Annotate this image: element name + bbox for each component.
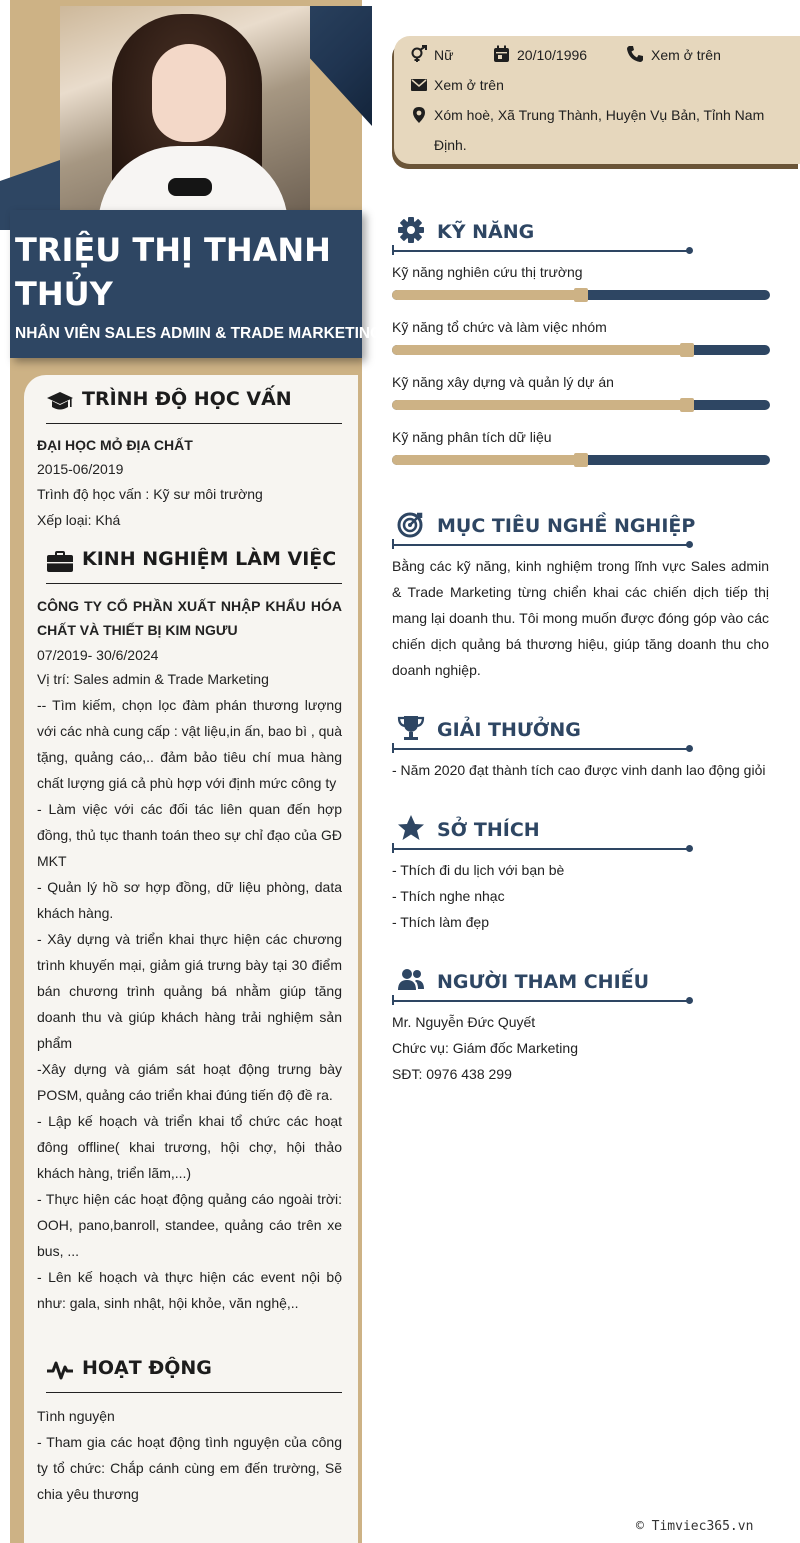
pulse-icon [46,1357,74,1383]
skill-label: Kỹ năng tổ chức và làm việc nhóm [392,319,607,335]
skill-bar-fill [392,345,687,355]
skill-bar-fill [392,400,687,410]
hobby-item: - Thích đi du lịch với bạn bè [392,862,565,878]
location-icon [410,106,428,124]
candidate-name [15,228,345,316]
objective-header [392,506,696,546]
name-line-1: TRIỆU THỊ THANH [15,231,331,269]
award-item: - Năm 2020 đạt thành tích cao được vinh danh lao động giỏi [392,762,766,778]
hobby-item: - Thích làm đẹp [392,914,490,930]
briefcase-icon [46,548,74,574]
reference-name: Mr. Nguyễn Đức Quyết [392,1014,536,1030]
star-icon [396,814,426,842]
mail-icon [410,76,428,94]
skills-title: KỸ NĂNG [437,221,535,243]
experience-duties [37,692,342,1316]
experience-title: KINH NGHIỆM LÀM VIỆC [82,548,337,570]
email-value: Xem ở trên [434,77,504,93]
phone-value: Xem ở trên [651,47,721,63]
users-icon [396,966,426,994]
skill-level-marker [680,343,694,357]
target-icon [396,510,426,538]
gender-value: Nữ [434,47,454,63]
activities-title: HOẠT ĐỘNG [82,1357,212,1379]
education-period: 2015-06/2019 [37,461,124,477]
duty-item: - Thực hiện các hoạt động quảng cáo ngoài trời: OOH, pano,banroll, standee, quảng cáo trên xe bus, ... [37,1191,342,1259]
skill-level-marker [574,288,588,302]
skill-level-marker [680,398,694,412]
references-title: NGƯỜI THAM CHIẾU [437,971,650,993]
experience-period: 07/2019- 30/6/2024 [37,647,159,663]
activity-detail: - Tham gia các hoạt động tình nguyện của công ty tổ chức: Chắp cánh cùng em đến trường, Sẽ chia yêu thương [37,1434,342,1502]
skill-label: Kỹ năng xây dựng và quản lý dự án [392,374,614,390]
name-line-2: THỦY [15,275,113,313]
address-line-1: Xóm hoè, Xã Trung Thành, Huyện Vụ Bản, Tỉnh Nam [434,107,765,123]
skill-bar [392,400,770,410]
skill-bar-fill [392,455,581,465]
skill-label: Kỹ năng phân tích dữ liệu [392,429,552,445]
education-title: TRÌNH ĐỘ HỌC VẤN [82,388,292,410]
job-title: NHÂN VIÊN SALES ADMIN & TRADE MARKETING [15,325,383,342]
duty-item: - Làm việc với các đối tác liên quan đến hợp đồng, thủ tục thanh toán theo sự chỉ đạo của GĐ MKT [37,801,342,869]
skill-bar [392,290,770,300]
calendar-icon [493,45,511,63]
hobby-item: - Thích nghe nhạc [392,888,505,904]
school-name: ĐẠI HỌC MỎ ĐỊA CHẤT [37,437,193,453]
experience-position: Vị trí: Sales admin & Trade Marketing [37,671,269,687]
duty-item: - Lên kế hoạch và thực hiện các event nội bộ như: gala, sinh nhật, hội khỏe, văn nghệ,.. [37,1269,342,1311]
duty-item: - Lập kế hoạch và triển khai tổ chức các hoạt đông offline( khai trương, hội chợ, hội thảo khách hàng, triển lãm,...) [37,1113,342,1181]
skill-label: Kỹ năng nghiên cứu thị trường [392,264,583,280]
awards-title: GIẢI THƯỞNG [437,719,581,741]
company-name: CÔNG TY CỔ PHẦN XUẤT NHẬP KHẨU HÓA CHẤT VÀ THIẾT BỊ KIM NGƯU [37,598,342,638]
skill-level-marker [574,453,588,467]
copyright-footer: © Timviec365.vn [636,1519,754,1534]
hobbies-title: SỞ THÍCH [437,819,540,841]
skills-header [392,212,692,252]
education-grade: Xếp loại: Khá [37,512,121,528]
phone-icon [626,45,644,63]
graduation-cap-icon [46,388,74,414]
skill-bar [392,345,770,355]
address-line-2: Định. [434,137,467,153]
profile-photo [60,6,310,211]
birthday-value: 20/10/1996 [517,47,588,63]
duty-item: - Xây dựng và triển khai thực hiện các chương trình khuyến mại, giảm giá trưng bày tại 30 điểm bán chương trình quảng bá nhằm giúp tăng doanh thu và giúp khách hàng trải nghiệm sản phẩm [37,931,342,1051]
skill-bar-fill [392,290,581,300]
hobbies-header [392,810,692,850]
reference-role: Chức vụ: Giám đốc Marketing [392,1040,578,1056]
activities-header [46,1345,342,1393]
duty-item: -Xây dựng và giám sát hoạt động trưng bày POSM, quảng cáo triển khai đúng tiến độ đề ra. [37,1061,342,1103]
education-header [46,376,342,424]
duty-item: - Quản lý hồ sơ hợp đồng, dữ liệu phòng, data khách hàng. [37,879,342,921]
gender-icon [410,45,428,63]
references-header [392,962,692,1002]
skill-bar [392,455,770,465]
objective-title: MỤC TIÊU NGHỀ NGHIỆP [437,515,696,537]
experience-header [46,536,342,584]
reference-phone: SĐT: 0976 438 299 [392,1066,512,1082]
education-degree: Trình độ học vấn : Kỹ sư môi trường [37,486,263,502]
gear-icon [396,216,426,244]
objective-text: Bằng các kỹ năng, kinh nghiệm trong lĩnh vực Sales admin & Trade Marketing từng chiển khai các chiến dịch tiếp thị mang lại doanh thu. Tôi mong muốn được đóng góp vào các chiến dịch quảng bá thương hiệu, giúp tăng doanh thu cho doanh nghiệp. [392,558,769,678]
awards-header [392,710,692,750]
activity-type: Tình nguyện [37,1408,115,1424]
duty-item: -- Tìm kiếm, chọn lọc đàm phán thương lượng với các nhà cung cấp : vật liệu,in ấn, bao bì , quà tặng, quảng cáo,.. đảm bảo tiêu chí mua hàng chất lượng giá cả phù hợp với định mức công ty [37,697,342,791]
trophy-icon [396,714,426,742]
